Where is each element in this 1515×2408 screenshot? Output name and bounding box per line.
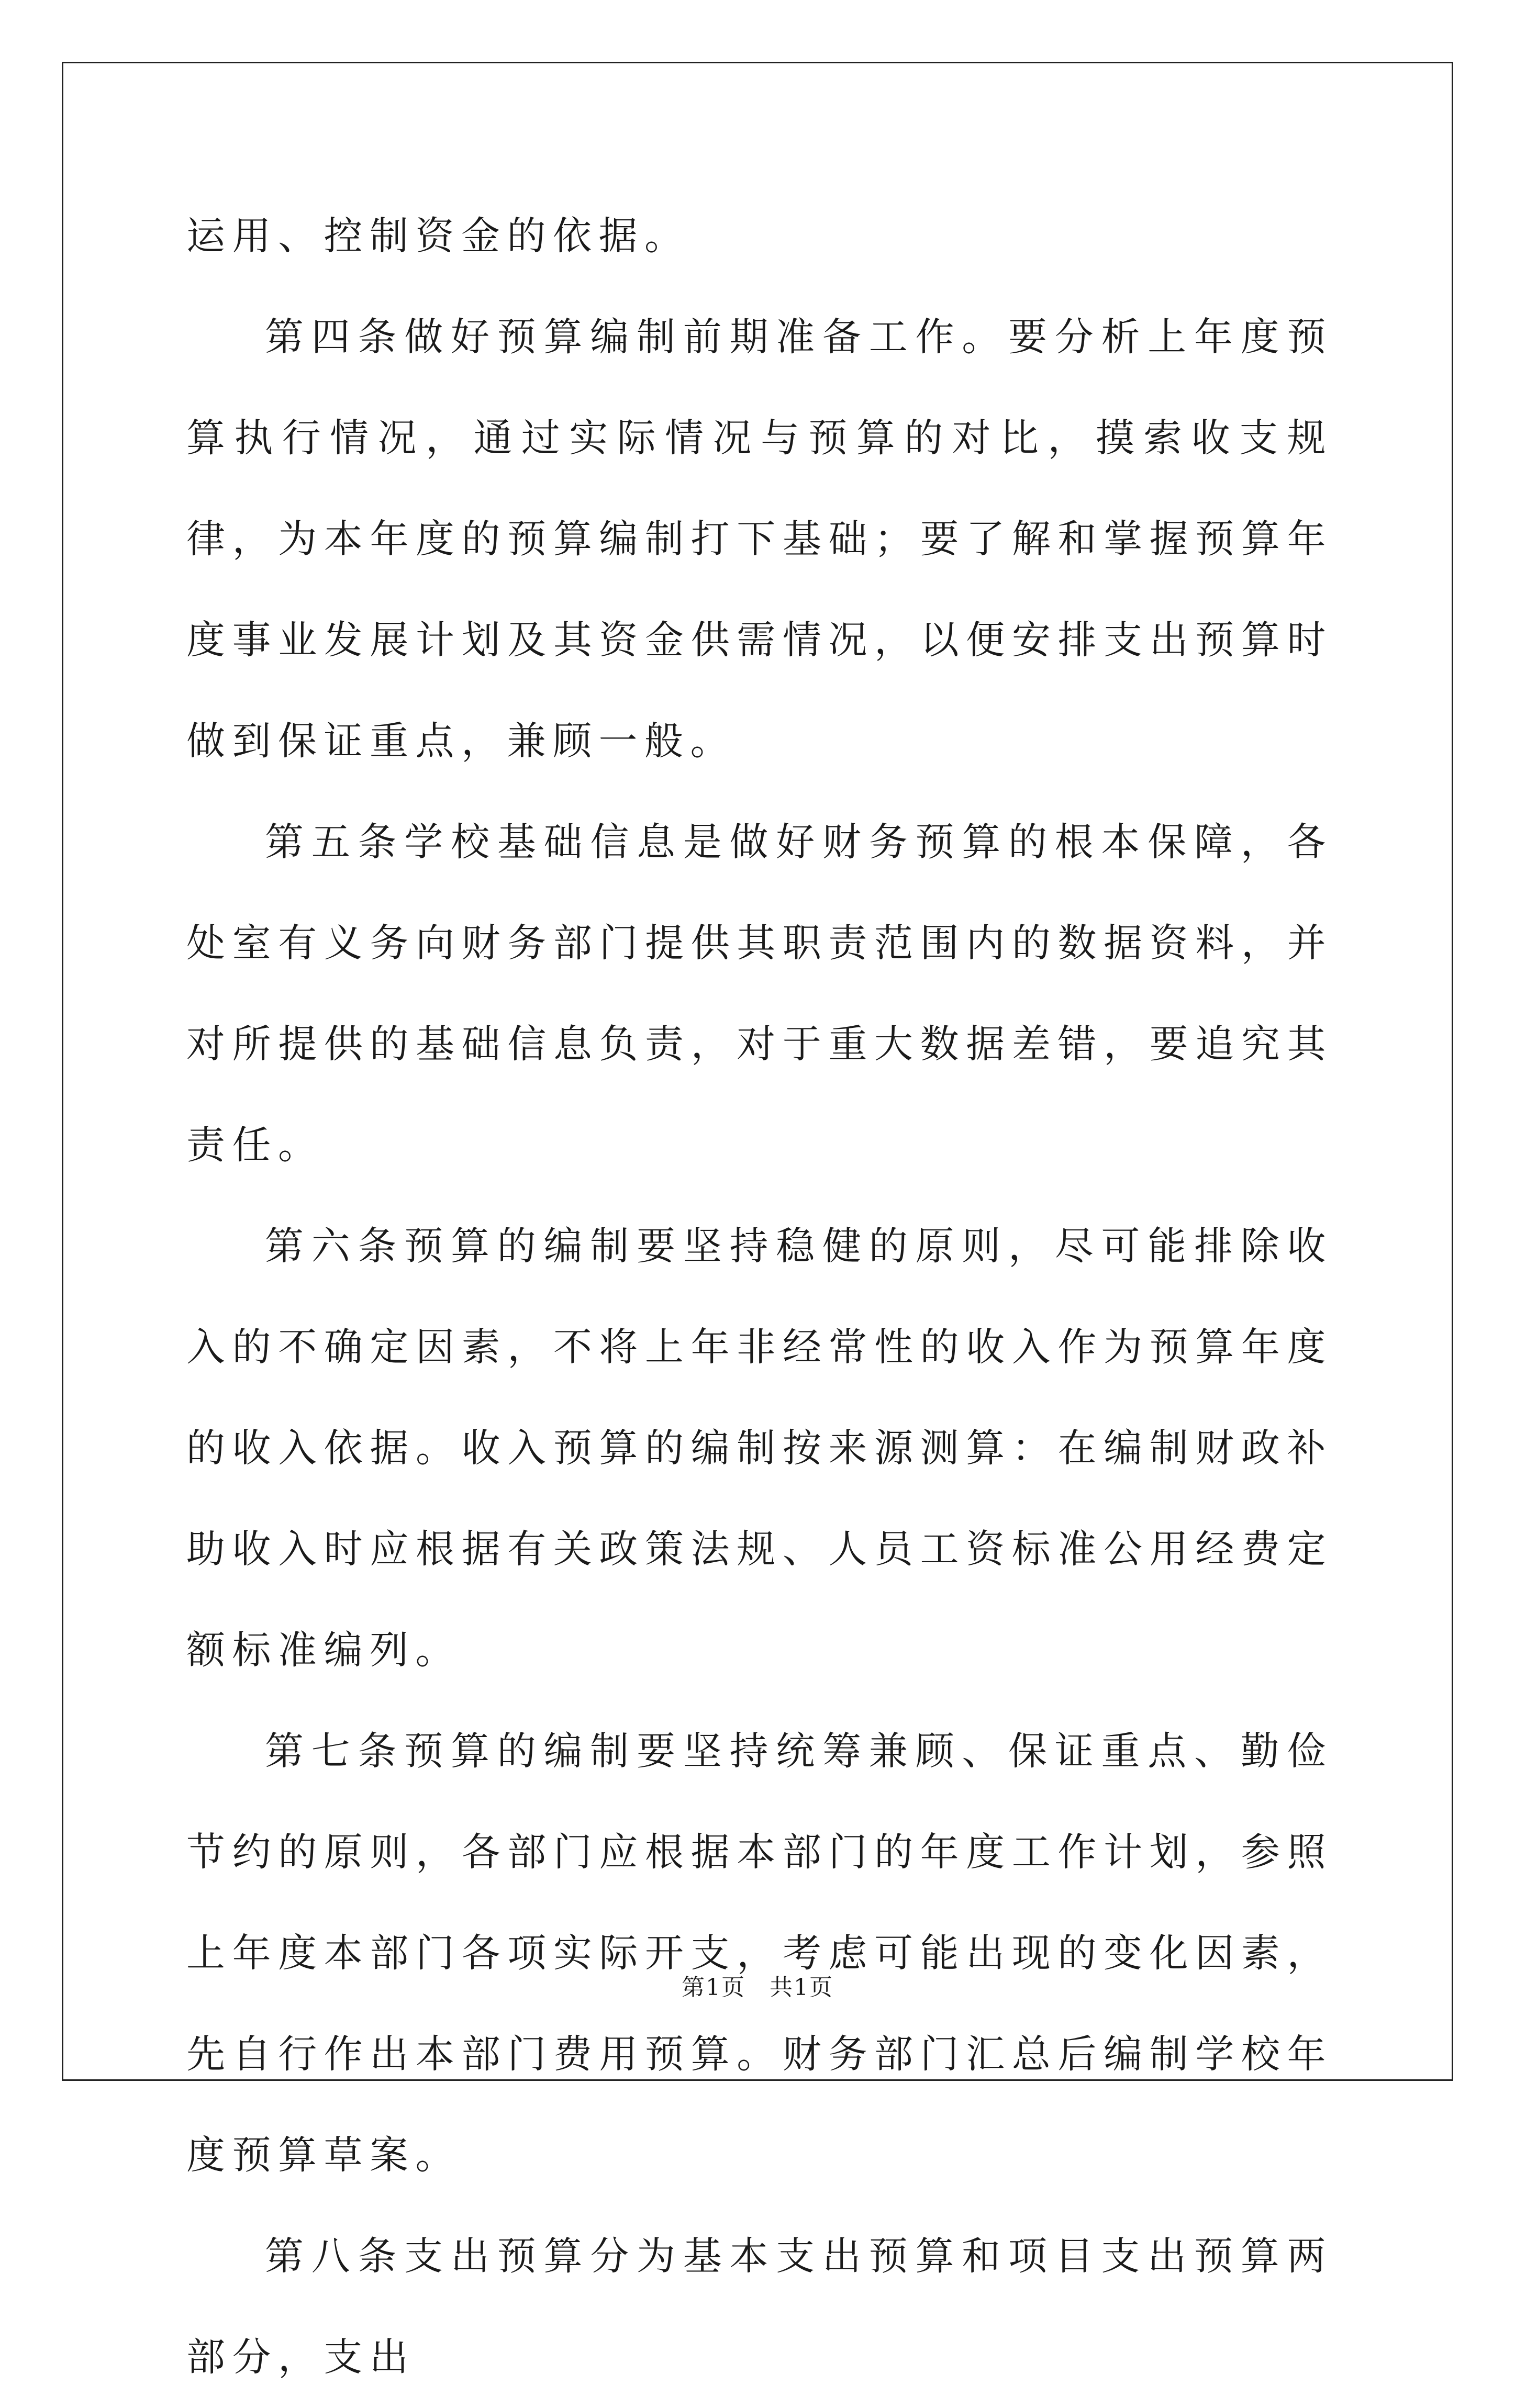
paragraph-continuation: 运用、控制资金的依据。 (186, 214, 690, 259)
document-body (186, 186, 1333, 2408)
page-number: 第1页 (682, 1974, 745, 2001)
paragraph-article-5: 第五条学校基础信息是做好财务预算的根本保障，各处室有义务向财务部门提供其职责范围内的数据资料，并对所提供的基础信息负责，对于重大数据差错，要追究其责任。 (186, 820, 1333, 1168)
paragraph-article-8: 第八条支出预算分为基本支出预算和项目支出预算两部分，支出 (186, 2234, 1333, 2380)
paragraph-article-4: 第四条做好预算编制前期准备工作。要分析上年度预算执行情况，通过实际情况与预算的对比，摸索收支规律，为本年度的预算编制打下基础；要了解和掌握预算年度事业发展计划及其资金供需情况，以便安排支出预算时做到保证重点，兼顾一般。 (186, 315, 1333, 764)
paragraph-article-7: 第七条预算的编制要坚持统筹兼顾、保证重点、勤俭节约的原则，各部门应根据本部门的年度工作计划，参照上年度本部门各项实际开支，考虑可能出现的变化因素，先自行作出本部门费用预算。财务部门汇总后编制学校年度预算草案。 (186, 1729, 1333, 2178)
page-footer (0, 1972, 1515, 2003)
paragraph-article-6: 第六条预算的编制要坚持稳健的原则，尽可能排除收入的不确定因素，不将上年非经常性的收入作为预算年度的收入依据。收入预算的编制按来源测算：在编制财政补助收入时应根据有关政策法规、人员工资标准公用经费定额标准编列。 (186, 1224, 1333, 1673)
page-total: 共1页 (770, 1974, 833, 2001)
